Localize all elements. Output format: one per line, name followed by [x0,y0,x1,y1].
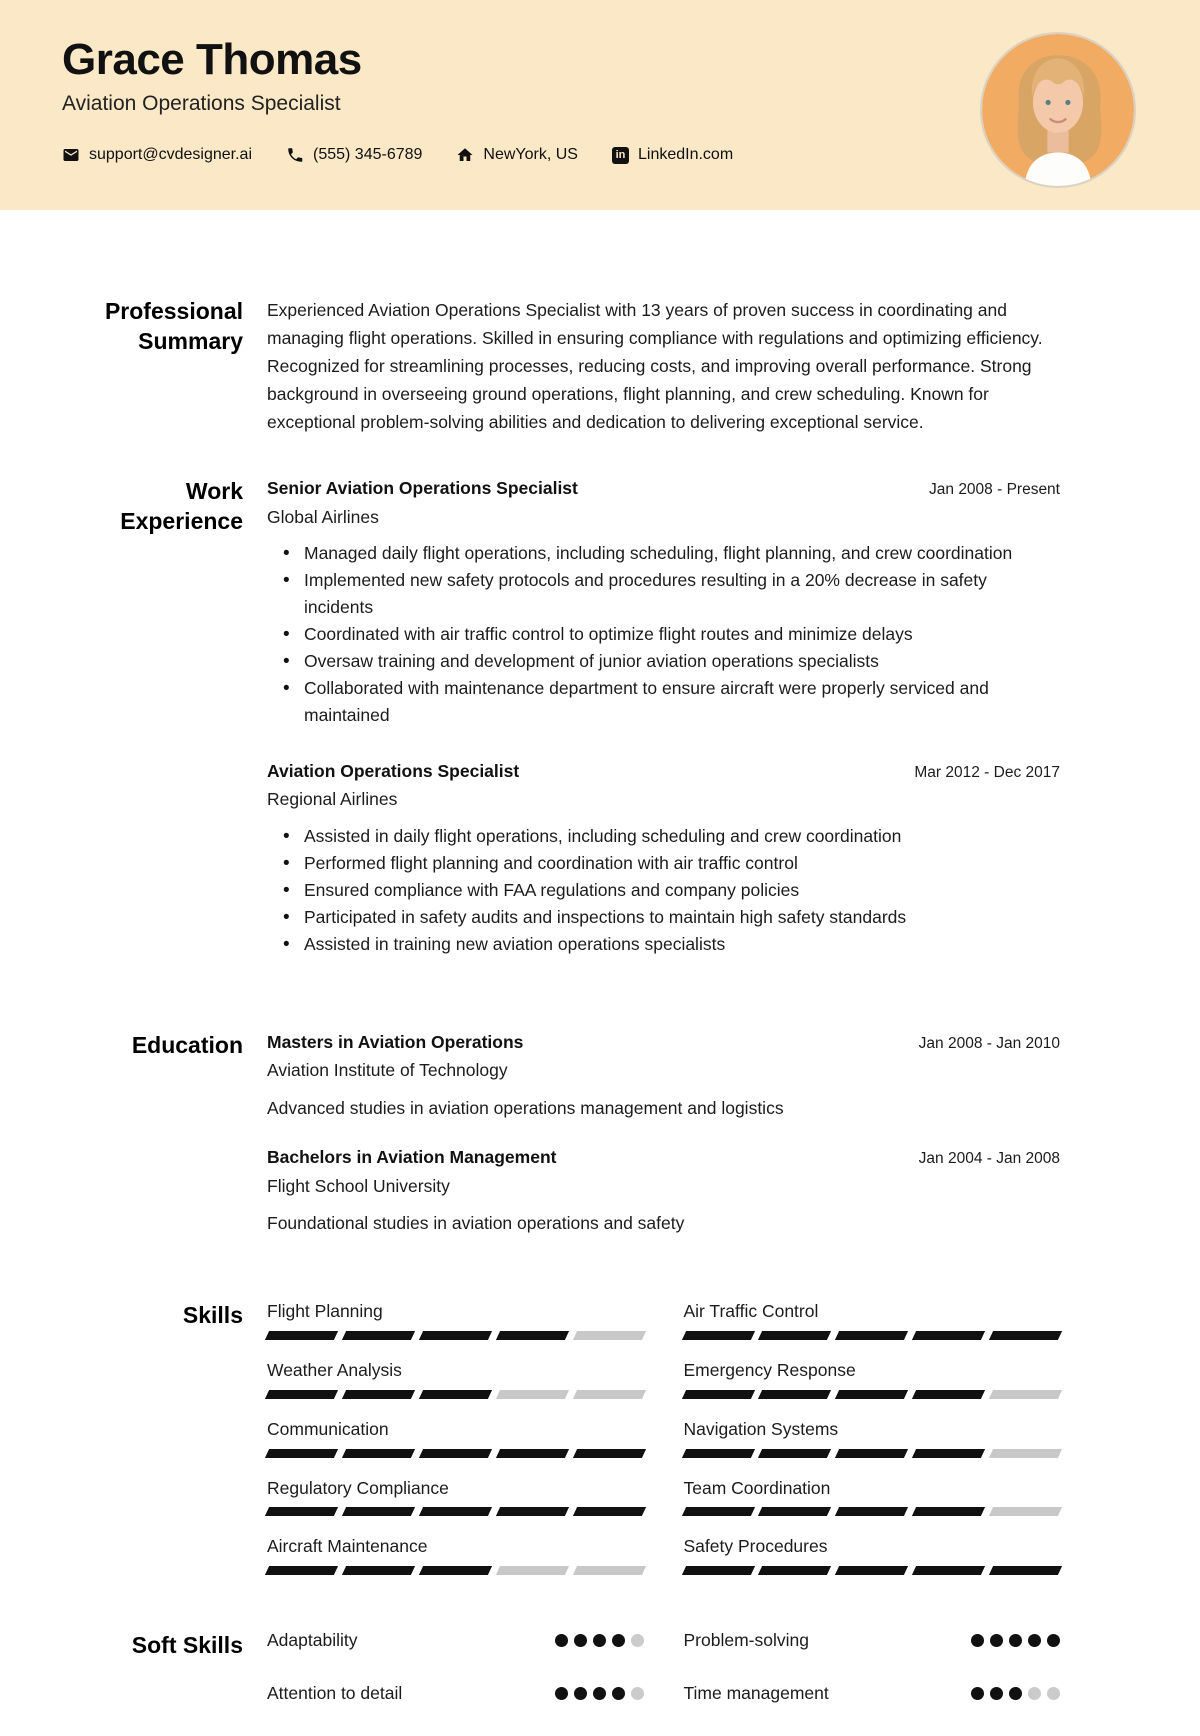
skill-item: Team Coordination [684,1477,1061,1517]
section-professional-summary [0,296,1200,436]
rating-dot-empty [631,1634,644,1647]
skill-item: Regulatory Compliance [267,1477,644,1517]
soft-skill-item: Attention to detail [267,1683,644,1704]
profile-photo [980,32,1136,188]
soft-skill-item: Problem-solving [684,1630,1061,1651]
school-name: Aviation Institute of Technology [267,1060,508,1081]
bar-segment-filled [342,1507,415,1516]
job-bullet: • Managed daily flight operations, including scheduling, flight planning, and crew coordination [267,540,1060,567]
contact-location-text: NewYork, US [483,146,578,164]
bar-segment-filled [758,1331,831,1340]
bar-segment-filled [681,1449,754,1458]
job-bullet: • Coordinated with air traffic control to optimize flight routes and minimize delays [267,621,1060,648]
rating-dot-filled [612,1687,625,1700]
bar-segment-filled [681,1507,754,1516]
job-entry [267,759,1060,958]
job-bullet-list [267,823,1060,958]
section-label-skills: Skills [182,1302,243,1329]
job-title: Aviation Operations Specialist [267,760,520,781]
section-work-experience [0,476,1200,958]
bar-segment-filled [496,1449,569,1458]
bar-segment-filled [912,1331,985,1340]
bar-segment-filled [835,1331,908,1340]
rating-dot-filled [593,1634,606,1647]
section-education [0,1030,1200,1237]
rating-dot-filled [593,1687,606,1700]
skills-grid [267,1300,1060,1594]
skill-item: Air Traffic Control [684,1300,1061,1340]
bar-segment-filled [989,1566,1062,1575]
skills-column-right [684,1300,1061,1594]
skill-item: Aircraft Maintenance [267,1535,644,1575]
job-entry [267,476,1060,729]
rating-dot-filled [1047,1634,1060,1647]
skill-level-bar [267,1507,644,1516]
job-company: Global Airlines [267,506,379,527]
summary-text: Experienced Aviation Operations Specialist with 13 years of proven success in coordinating and managing flight operations. Skilled in ensuring compliance with regulations and optimizing efficiency. Recognized for streamlining processes, reducing costs, and improving overall performance. Strong background in overseeing ground operations, flight planning, and crew scheduling. Known for exceptional problem-solving abilities and dedication to delivering exceptional service. [267,300,1043,432]
job-bullet: • Assisted in training new aviation operations specialists [267,931,1060,958]
bar-segment-filled [342,1331,415,1340]
soft-skills-grid [267,1630,1060,1736]
bar-segment-empty [989,1449,1062,1458]
bar-segment-filled [989,1331,1062,1340]
bar-segment-filled [496,1507,569,1516]
skill-level-bar [684,1331,1061,1340]
envelope-icon [62,146,80,164]
degree-title: Masters in Aviation Operations [267,1031,524,1052]
profile-photo-illustration [982,34,1134,186]
contact-phone-text: (555) 345-6789 [313,146,423,164]
bar-segment-empty [989,1507,1062,1516]
bar-segment-filled [758,1566,831,1575]
job-bullet: • Implemented new safety protocols and procedures resulting in a 20% decrease in safety incidents [267,567,1060,621]
bar-segment-filled [419,1566,492,1575]
header-band [0,0,1200,210]
skills-column-left [267,1300,644,1594]
bar-segment-filled [835,1449,908,1458]
job-bullet: • Performed flight planning and coordination with air traffic control [267,850,1060,877]
skill-item: Flight Planning [267,1300,644,1340]
soft-skill-item: Time management [684,1683,1061,1704]
degree-title: Bachelors in Aviation Management [267,1147,557,1167]
bar-segment-filled [265,1449,338,1458]
rating-dot-filled [971,1687,984,1700]
bar-segment-filled [265,1507,338,1516]
job-bullet: • Participated in safety audits and inspections to maintain high safety standards [267,904,1060,931]
job-company: Regional Airlines [267,789,398,810]
section-skills [0,1300,1200,1594]
bar-segment-filled [419,1449,492,1458]
section-label-work-experience: Work Experience [120,478,243,535]
contact-email[interactable] [62,146,252,164]
bar-segment-filled [758,1390,831,1399]
rating-dot-empty [631,1687,644,1700]
education-entry [267,1030,1060,1121]
soft-skills-column-right [684,1630,1061,1736]
person-title: Aviation Operations Specialist [62,92,341,116]
rating-dot-empty [1028,1687,1041,1700]
rating-dot-empty [1047,1687,1060,1700]
soft-skill-rating-dots [971,1634,1060,1647]
job-bullet: • Oversaw training and development of junior aviation operations specialists [267,648,1060,675]
bar-segment-filled [265,1390,338,1399]
bar-segment-filled [573,1449,646,1458]
soft-skills-column-left [267,1630,644,1736]
skill-item: Weather Analysis [267,1359,644,1399]
job-dates: Jan 2008 - Present [929,481,1060,498]
bar-segment-filled [912,1507,985,1516]
bar-segment-empty [573,1566,646,1575]
rating-dot-filled [555,1634,568,1647]
bar-segment-empty [989,1390,1062,1399]
bar-segment-filled [419,1390,492,1399]
bar-segment-filled [912,1566,985,1575]
bar-segment-empty [573,1390,646,1399]
skill-level-bar [267,1390,644,1399]
bar-segment-empty [496,1390,569,1399]
skill-item: Safety Procedures [684,1535,1061,1575]
bar-segment-filled [681,1566,754,1575]
section-label-education: Education [131,1031,243,1058]
skill-level-bar [267,1566,644,1575]
skill-item: Communication [267,1418,644,1458]
rating-dot-filled [990,1687,1003,1700]
bar-segment-filled [758,1507,831,1516]
job-bullet: • Assisted in daily flight operations, including scheduling and crew coordination [267,823,1060,850]
bar-segment-filled [681,1331,754,1340]
section-soft-skills [0,1630,1200,1736]
rating-dot-filled [612,1634,625,1647]
rating-dot-filled [1009,1634,1022,1647]
rating-dot-filled [574,1634,587,1647]
job-title: Senior Aviation Operations Specialist [267,478,578,498]
bar-segment-filled [835,1566,908,1575]
contact-location[interactable] [456,146,578,164]
soft-skill-rating-dots [971,1687,1060,1700]
job-dates: Mar 2012 - Dec 2017 [914,763,1060,781]
bar-segment-filled [912,1390,985,1399]
bar-segment-filled [342,1449,415,1458]
rating-dot-filled [971,1634,984,1647]
phone-icon [286,146,304,164]
bar-segment-filled [419,1331,492,1340]
bar-segment-empty [496,1566,569,1575]
bar-segment-filled [342,1390,415,1399]
contact-email-text: support@cvdesigner.ai [89,146,252,164]
home-icon [456,146,474,164]
school-name: Flight School University [267,1175,450,1196]
contact-linkedin-text: LinkedIn.com [637,146,734,164]
job-bullet-list [267,540,1060,729]
bar-segment-filled [496,1331,569,1340]
degree-dates: Jan 2004 - Jan 2008 [918,1150,1060,1167]
bar-segment-empty [573,1331,646,1340]
degree-dates: Jan 2008 - Jan 2010 [918,1034,1060,1052]
degree-description: Foundational studies in aviation operations and safety [267,1212,685,1233]
skill-level-bar [684,1390,1061,1399]
skill-item: Emergency Response [684,1359,1061,1399]
bar-segment-filled [265,1331,338,1340]
bar-segment-filled [573,1507,646,1516]
contact-phone[interactable] [286,146,422,164]
section-label-professional-summary: Professional Summary [104,298,243,355]
skill-level-bar [267,1331,644,1340]
job-bullet: • Ensured compliance with FAA regulations and company policies [267,877,1060,904]
skill-level-bar [684,1507,1061,1516]
skill-level-bar [267,1449,644,1458]
rating-dot-filled [574,1687,587,1700]
bar-segment-filled [681,1390,754,1399]
bar-segment-filled [758,1449,831,1458]
bar-segment-filled [265,1566,338,1575]
rating-dot-filled [990,1634,1003,1647]
skill-level-bar [684,1566,1061,1575]
job-bullet: • Collaborated with maintenance department to ensure aircraft were properly serviced and maintained [267,675,1060,729]
rating-dot-filled [1028,1634,1041,1647]
bar-segment-filled [835,1507,908,1516]
soft-skill-item: Adaptability [267,1630,644,1651]
education-entries [267,1030,1060,1237]
soft-skill-rating-dots [555,1687,644,1700]
skill-item: Navigation Systems [684,1418,1061,1458]
section-label-soft-skills: Soft Skills [131,1632,243,1658]
degree-description: Advanced studies in aviation operations management and logistics [267,1097,784,1118]
rating-dot-filled [555,1687,568,1700]
skill-level-bar [684,1449,1061,1458]
soft-skill-rating-dots [555,1634,644,1647]
bar-segment-filled [342,1566,415,1575]
bar-segment-filled [419,1507,492,1516]
bar-segment-filled [835,1390,908,1399]
work-entries [267,476,1060,958]
education-entry [267,1145,1060,1236]
person-name: Grace Thomas [62,35,362,84]
bar-segment-filled [912,1449,985,1458]
linkedin-icon: in [612,147,629,164]
contact-linkedin[interactable] [612,146,733,164]
rating-dot-filled [1009,1687,1022,1700]
